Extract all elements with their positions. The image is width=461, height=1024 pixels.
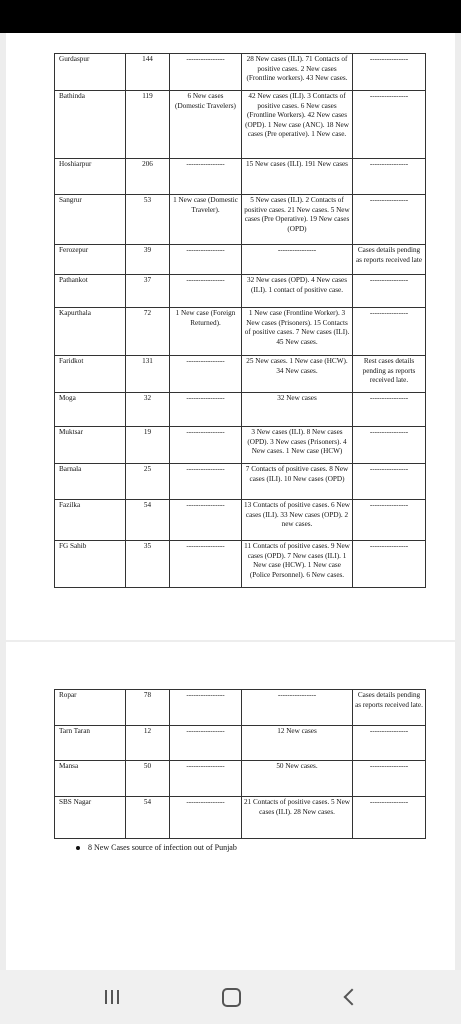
table-row [55, 195, 426, 245]
table-row [55, 393, 426, 427]
note-bullet [76, 843, 237, 852]
table-row [55, 500, 426, 541]
status-bar [0, 0, 461, 33]
travel-cell: ---------------- [170, 245, 242, 275]
details-cell: 42 New cases (ILI). 3 Contacts of positive cases. 6 New cases (Frontline Workers). 42 New cases (OPD). 1 New case (ANC). 18 New cases (Pre operative). 1 New case. [242, 91, 353, 159]
travel-cell: ---------------- [170, 797, 242, 839]
travel-cell: ---------------- [170, 541, 242, 588]
count-cell: 54 [126, 797, 170, 839]
travel-cell: 6 New cases (Domestic Travelers) [170, 91, 242, 159]
android-nav-bar [0, 970, 461, 1024]
details-cell: 7 Contacts of positive cases. 8 New cases (ILI). 10 New cases (OPD) [242, 464, 353, 500]
count-cell: 37 [126, 275, 170, 308]
home-icon [222, 988, 241, 1007]
table-row [55, 427, 426, 464]
remarks-cell: ---------------- [353, 761, 426, 797]
district-cases-table-2 [54, 689, 426, 839]
remarks-cell: ---------------- [353, 54, 426, 91]
district-cell: Tarn Taran [55, 726, 126, 761]
table-row [55, 690, 426, 726]
remarks-cell: Cases details pending as reports received late. [353, 690, 426, 726]
district-cell: Mansa [55, 761, 126, 797]
details-cell: 1 New case (Frontline Worker). 3 New cases (Prisoners). 15 Contacts of positive cases. 7 New cases (ILI). 45 New cases. [242, 308, 353, 356]
district-cell: Barnala [55, 464, 126, 500]
details-cell: 13 Contacts of positive cases. 6 New cases (ILI). 33 New cases (OPD). 2 new cases. [242, 500, 353, 541]
district-cell: Muktsar [55, 427, 126, 464]
travel-cell: ---------------- [170, 427, 242, 464]
recent-apps-icon-bar [117, 990, 119, 1004]
details-cell: 5 New cases (ILI). 2 Contacts of positive cases. 21 New cases. 5 New cases (Pre Operative). 19 New cases (OPD) [242, 195, 353, 245]
details-cell: ---------------- [242, 245, 353, 275]
details-cell: 32 New cases (OPD). 4 New cases (ILI). 1 contact of positive case. [242, 275, 353, 308]
count-cell: 119 [126, 91, 170, 159]
table-row [55, 91, 426, 159]
count-cell: 206 [126, 159, 170, 195]
district-cell: SBS Nagar [55, 797, 126, 839]
note-text: 8 New Cases source of infection out of Punjab [88, 843, 237, 852]
table-row [55, 159, 426, 195]
remarks-cell: ---------------- [353, 159, 426, 195]
details-cell: 50 New cases. [242, 761, 353, 797]
details-cell: 25 New cases. 1 New case (HCW). 34 New cases. [242, 356, 353, 393]
district-cell: Faridkot [55, 356, 126, 393]
table-row [55, 541, 426, 588]
bullet-dot-icon [76, 846, 80, 850]
table-row [55, 308, 426, 356]
table-row [55, 245, 426, 275]
details-cell: 28 New cases (ILI). 71 Contacts of positive cases. 2 New cases (Frontline workers). 43 New cases. [242, 54, 353, 91]
district-cell: Ropar [55, 690, 126, 726]
table-row [55, 356, 426, 393]
table-row [55, 726, 426, 761]
remarks-cell: ---------------- [353, 393, 426, 427]
document-page-1 [6, 33, 455, 640]
remarks-cell: ---------------- [353, 726, 426, 761]
details-cell: 21 Contacts of positive cases. 5 New cases (ILI). 28 New cases. [242, 797, 353, 839]
travel-cell: ---------------- [170, 356, 242, 393]
district-cell: Bathinda [55, 91, 126, 159]
details-cell: ---------------- [242, 690, 353, 726]
remarks-cell: ---------------- [353, 308, 426, 356]
travel-cell: ---------------- [170, 726, 242, 761]
document-page-2 [6, 642, 455, 970]
count-cell: 72 [126, 308, 170, 356]
district-cell: Moga [55, 393, 126, 427]
travel-cell: ---------------- [170, 761, 242, 797]
travel-cell: ---------------- [170, 159, 242, 195]
recent-apps-icon-bar [111, 990, 113, 1004]
district-cell: Gurdaspur [55, 54, 126, 91]
district-cell: Fazilka [55, 500, 126, 541]
count-cell: 35 [126, 541, 170, 588]
travel-cell: 1 New case (Domestic Traveler). [170, 195, 242, 245]
remarks-cell: Rest cases details pending as reports received late. [353, 356, 426, 393]
remarks-cell: ---------------- [353, 541, 426, 588]
remarks-cell: ---------------- [353, 464, 426, 500]
recent-apps-button[interactable] [92, 982, 132, 1012]
travel-cell: ---------------- [170, 690, 242, 726]
remarks-cell: ---------------- [353, 275, 426, 308]
table-row [55, 464, 426, 500]
travel-cell: ---------------- [170, 500, 242, 541]
details-cell: 12 New cases [242, 726, 353, 761]
details-cell: 3 New cases (ILI). 8 New cases (OPD). 3 New cases (Prisoners). 4 New cases. 1 New case (HCW) [242, 427, 353, 464]
details-cell: 11 Contacts of positive cases. 9 New cases (OPD). 7 New cases (ILI). 1 New case (HCW). 1 New case (Police Personnel). 6 New cases. [242, 541, 353, 588]
travel-cell: ---------------- [170, 393, 242, 427]
count-cell: 144 [126, 54, 170, 91]
district-cell: Sangrur [55, 195, 126, 245]
details-cell: 15 New cases (ILI). 191 New cases [242, 159, 353, 195]
district-cell: Hoshiarpur [55, 159, 126, 195]
district-cell: Ferozepur [55, 245, 126, 275]
count-cell: 12 [126, 726, 170, 761]
count-cell: 25 [126, 464, 170, 500]
table-row [55, 275, 426, 308]
district-cell: FG Sahib [55, 541, 126, 588]
district-cell: Pathankot [55, 275, 126, 308]
travel-cell: ---------------- [170, 54, 242, 91]
remarks-cell: ---------------- [353, 195, 426, 245]
remarks-cell: ---------------- [353, 797, 426, 839]
count-cell: 32 [126, 393, 170, 427]
count-cell: 39 [126, 245, 170, 275]
travel-cell: ---------------- [170, 275, 242, 308]
table-row [55, 797, 426, 839]
remarks-cell: Cases details pending as reports received late [353, 245, 426, 275]
remarks-cell: ---------------- [353, 91, 426, 159]
table-row [55, 54, 426, 91]
recent-apps-icon [105, 990, 107, 1004]
district-cell: Kapurthala [55, 308, 126, 356]
travel-cell: 1 New case (Foreign Returned). [170, 308, 242, 356]
count-cell: 53 [126, 195, 170, 245]
home-button[interactable] [211, 982, 251, 1012]
count-cell: 78 [126, 690, 170, 726]
details-cell: 32 New cases [242, 393, 353, 427]
remarks-cell: ---------------- [353, 500, 426, 541]
remarks-cell: ---------------- [353, 427, 426, 464]
back-button[interactable] [330, 982, 370, 1012]
travel-cell: ---------------- [170, 464, 242, 500]
count-cell: 131 [126, 356, 170, 393]
count-cell: 19 [126, 427, 170, 464]
count-cell: 50 [126, 761, 170, 797]
district-cases-table-1 [54, 53, 426, 588]
count-cell: 54 [126, 500, 170, 541]
table-row [55, 761, 426, 797]
back-chevron-icon [344, 989, 361, 1006]
